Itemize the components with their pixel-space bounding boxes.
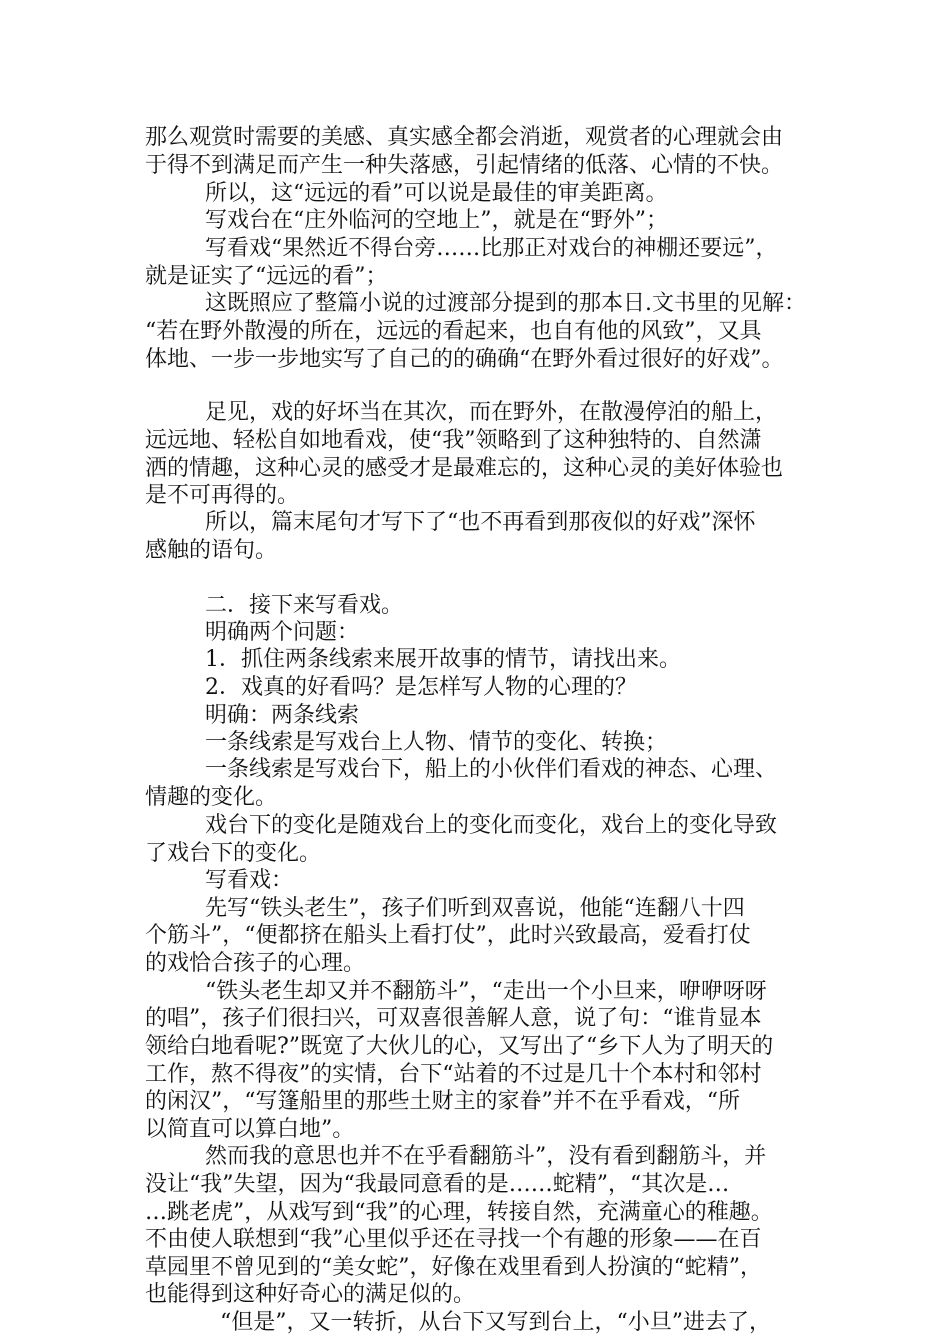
text-line: 所以，这“远远的看”可以说是最佳的审美距离。 [205,181,668,206]
text-line: 1．抓住两条线索来展开故事的情节，请找出来。 [205,647,681,672]
text-line: 那么观赏时需要的美感、真实感全都会消逝，观赏者的心理就会由 [145,125,784,150]
text-line: 戏台下的变化是随戏台上的变化而变化，戏台上的变化导致 [205,813,778,838]
text-line: 也能得到这种好奇心的满足似的。 [145,1282,476,1307]
text-line: 是不可再得的。 [145,483,300,508]
text-line: 所以，篇末尾句才写下了“也不再看到那夜似的好戏”深怀 [205,510,756,535]
text-line: 写看戏“果然近不得台旁……比那正对戏台的神棚还要远”， [205,236,778,261]
text-line: 就是证实了“远远的看”； [145,264,388,289]
text-line: 这既照应了整篇小说的过渡部分提到的那本日.文书里的见解： [205,291,806,316]
text-line: “但是”，又一转折，从台下又写到台上，“小旦”进去了， [220,1310,771,1335]
text-line: 感触的语句。 [145,538,278,563]
text-line: 洒的情趣，这种心灵的感受才是最难忘的，这种心灵的美好体验也 [145,456,784,481]
text-line: 先写“铁头老生”，孩子们听到双喜说，他能“连翻八十四 [205,896,745,921]
text-line: 的闲汉”，“写篷船里的那些土财主的家眷”并不在乎看戏，“所 [145,1089,740,1114]
text-line: 的唱”，孩子们很扫兴，可双喜很善解人意，说了句：“谁肯显本 [145,1006,762,1031]
text-line: 体地、一步一步地实写了自己的的确确“在野外看过很好的好戏”。 [145,347,784,372]
text-line: 领给白地看呢?”既宽了大伙儿的心，又写出了“乡下人为了明天的 [145,1034,774,1059]
text-line: 不由使人联想到“我”心里似乎还在寻找一个有趣的形象——在百 [145,1227,762,1252]
text-line: 草园里不曾见到的“美女蛇”，好像在戏里看到人扮演的“蛇精”， [145,1255,762,1280]
text-line: 远远地、轻松自如地看戏，使“我”领略到了这种独特的、自然潇 [145,428,762,453]
text-line: …跳老虎”，从戏写到“我”的心理，转接自然，充满童心的稚趣。 [145,1200,773,1225]
text-line: 2．戏真的好看吗？是怎样写人物的心理的？ [205,675,637,700]
text-line: 明确两个问题： [205,620,360,645]
text-line: 明确：两条线索 [205,703,360,728]
text-line: 写戏台在“庄外临河的空地上”，就是在“野外”； [205,208,668,233]
text-line: 一条线索是写戏台上人物、情节的变化、转换； [205,730,668,755]
text-line: “铁头老生却又并不翻筋斗”，“走出一个小旦来，咿咿呀呀 [205,979,767,1004]
text-line: 了戏台下的变化。 [145,841,322,866]
text-line: 然而我的意思也并不在乎看翻筋斗”，没有看到翻筋斗，并 [205,1144,767,1169]
text-line: 以简直可以算白地”。 [145,1117,355,1142]
text-line: 二．接下来写看戏。 [205,593,404,618]
text-line: “若在野外散漫的所在，远远的看起来，也自有他的风致”，又具 [145,319,762,344]
text-line: 写看戏： [205,868,294,893]
text-line: 的戏恰合孩子的心理。 [145,951,366,976]
text-line: 情趣的变化。 [145,785,278,810]
text-line: 个筋斗”，“便都挤在船头上看打仗”，此时兴致最高，爱看打仗 [145,923,751,948]
text-line: 没让“我”失望，因为“我最同意看的是……蛇精”，“其次是… [145,1172,730,1197]
text-line: 一条线索是写戏台下，船上的小伙伴们看戏的神态、心理、 [205,757,778,782]
text-line: 工作，熬不得夜”的实情，台下“站着的不过是几十个本村和邻村 [145,1062,762,1087]
text-line: 足见，戏的好坏当在其次，而在野外，在散漫停泊的船上， [205,400,778,425]
text-line: 于得不到满足而产生一种失落感，引起情绪的低落、心情的不快。 [145,153,784,178]
